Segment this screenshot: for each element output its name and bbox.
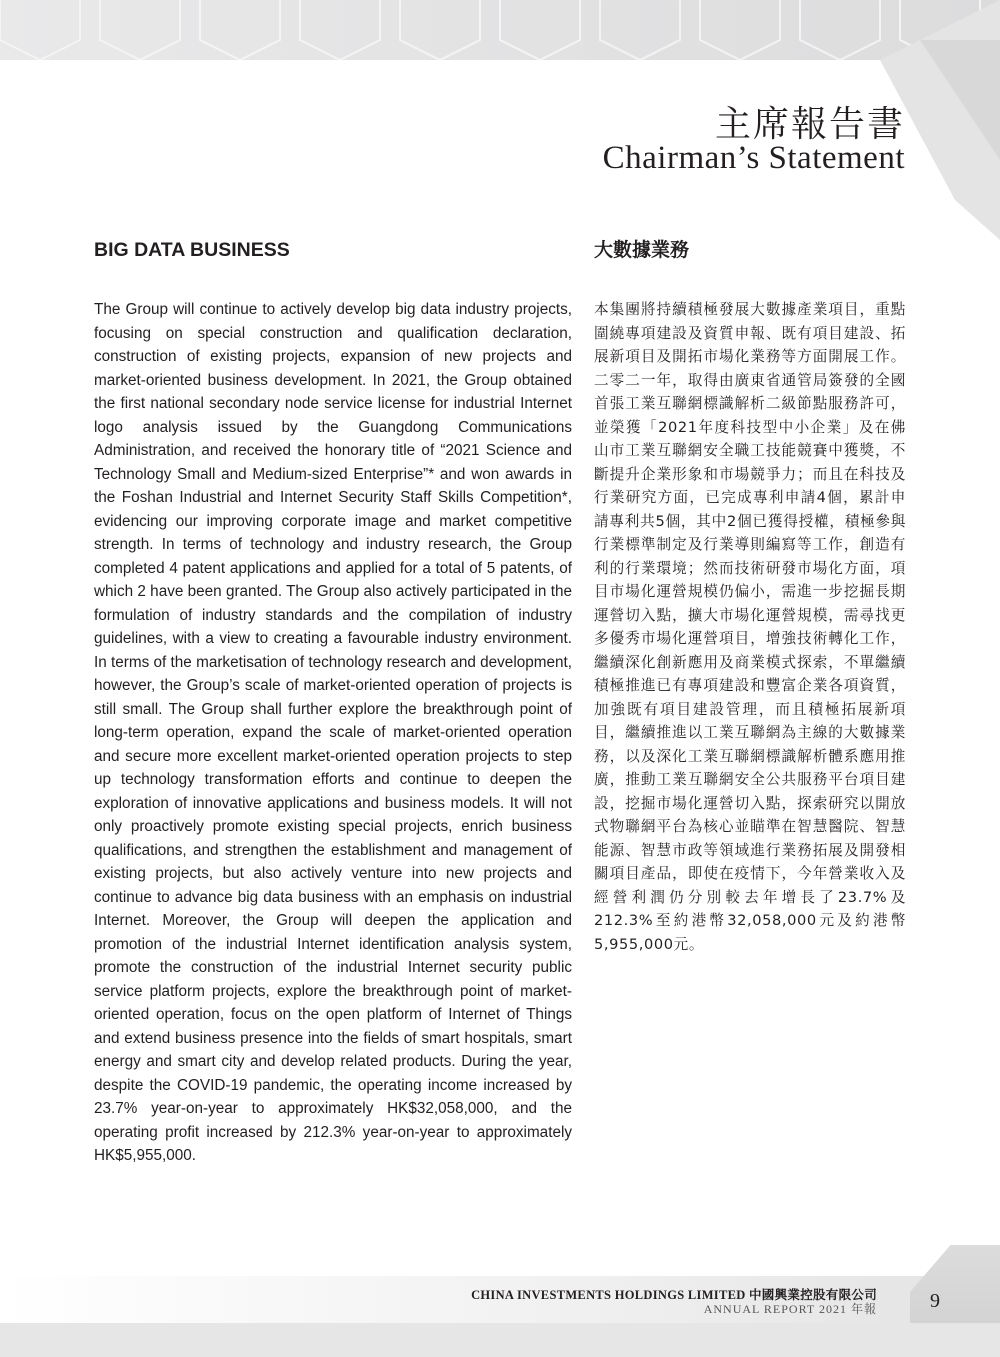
footer-background [0,1323,1000,1357]
section-body-chinese: 本集團將持續積極發展大數據產業項目，重點圍繞專項建設及資質申報、既有項目建設、拓展新項目及開拓市場化業務等方面開展工作。二零二一年，取得由廣東省通管局簽發的全國首張工業互聯網標識解析二級節點服務許可，並榮獲「2021年度科技型中小企業」及在佛山市工業互聯網安全職工技能競賽中獲獎，不斷提升企業形象和市場競爭力；而且在科技及行業研究方面，已完成專利申請4個，累計申請專利共5個，其中2個已獲得授權，積極參與行業標準制定及行業導則編寫等工作，創造有利的行業環境；然而技術研發市場化方面，項目市場化運營規模仍偏小，需進一步挖掘長期運營切入點，擴大市場化運營規模，需尋找更多優秀市場化運營項目，增強技術轉化工作，繼續深化創新應用及商業模式探索，不單繼續積極推進已有專項建設和豐富企業各項資質，加強既有項目建設管理，而且積極拓展新項目，繼續推進以工業互聯網為主線的大數據業務，以及深化工業互聯網標識解析體系應用推廣，推動工業互聯網安全公共服務平台項目建設，挖掘市場化運營切入點，探索研究以開放式物聯網平台為核心並瞄準在智慧醫院、智慧能源、智慧市政等領域進行業務拓展及開發相關項目產品，即使在疫情下，今年營業收入及經營利潤仍分別較去年增長了23.7%及212.3%至約港幣32,058,000元及約港幣5,955,000元。 [594,301,906,953]
footer-report-title: ANNUAL REPORT 2021 年報 [703,1302,877,1316]
section-heading-chinese: 大數據業務 [594,239,690,261]
section-heading-english: BIG DATA BUSINESS [94,239,290,261]
page-title-chinese: 主席報告書 [714,104,905,145]
chinese-column [594,236,906,956]
footer-company-name: CHINA INVESTMENTS HOLDINGS LIMITED 中國興業控股有限公司 [471,1288,877,1302]
hexagon-pattern-decoration [0,0,1000,60]
page-title-english: Chairman’s Statement [602,140,905,176]
header-background-pattern [0,0,1000,60]
english-column [94,236,572,1168]
page-number: 9 [930,1290,940,1312]
section-body-english: The Group will continue to actively develop big data industry projects, focusing on special construction and qualification declaration, construction of existing projects, expansion of new projects and market-oriented business development. In 2021, the Group obtained the first national secondary node service license for industrial Internet logo analysis issued by the Guangdong Communications Administration, and received the honorary title of “2021 Science and Technology Small and Medium-sized Enterprise”* and won awards in the Foshan Industrial and Internet Security Staff Skills Competition*, evidencing our improving corporate image and market competitive strength. In terms of technology and industry research, the Group completed 4 patent applications and applied for a total of 5 patents, of which 2 have been granted. The Group also actively participated in the formulation of industry standards and the compilation of industry guidelines, with a view to creating a favourable industry environment. In terms of the marketisation of technology research and development, however, the Group’s scale of market-oriented operation of projects is still small. The Group shall further explore the breakthrough point of long-term operation, expand the scale of market-oriented operation and secure more excellent market-oriented operation projects to step up technology transformation efforts and continue to deepen the exploration of innovative applications and business models. It will not only proactively promote existing special projects, enrich business qualifications, and strengthen the establishment and management of existing projects, but also actively venture into new projects and continue to advance big data business with an emphasis on industrial Internet. Moreover, the Group will deepen the application and promotion of the industrial Internet identification analysis system, promote the construction of the industrial Internet security public service platform projects, explore the breakthrough point of market-oriented operation, focus on the open platform of Internet of Things and extend business presence into the fields of smart hospitals, smart energy and smart city and develop related products. During the year, despite the COVID-19 pandemic, the operating income increased by 23.7% year-on-year to approximately HK$32,058,000, and the operating profit increased by 212.3% year-on-year to approximately HK$5,955,000. [94,301,572,1164]
